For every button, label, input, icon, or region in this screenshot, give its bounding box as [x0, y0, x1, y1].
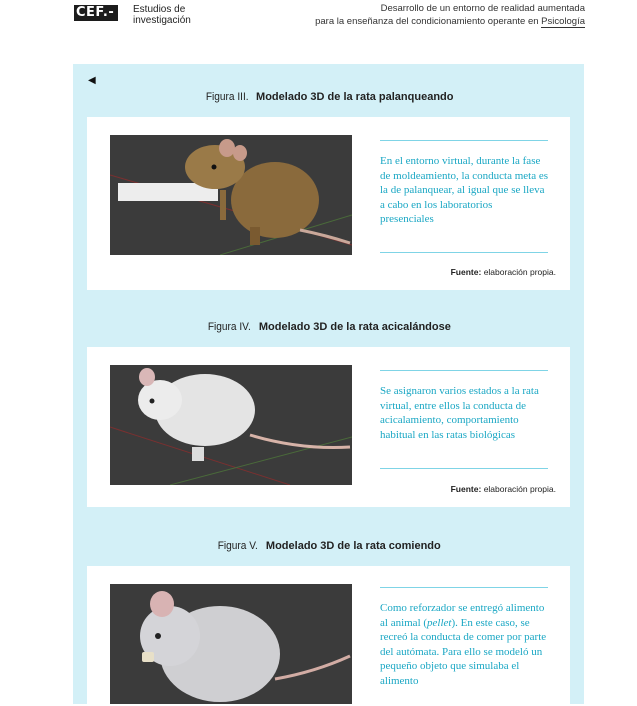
figure-3-card [87, 117, 570, 290]
cef-logo: CEF.- [74, 5, 118, 21]
figure-5-description-part-1: Como reforzador se entregó alimento al animal ( [380, 602, 545, 629]
figure-4-number: Figura IV. [208, 321, 251, 333]
figure-4-description: Se asignaron varios estados a la rata virtual, entre ellos la conducta de acicalamiento, comportamiento habitual en las ratas biológicas [380, 370, 548, 442]
journal-section-label [133, 4, 191, 26]
article-title-line-2-suffix: Psicología [541, 16, 585, 27]
figure-3-render-image [110, 135, 352, 255]
figure-3-description: En el entorno virtual, durante la fase de moldeamiento, la conducta meta es la de palanquear, al igual que se lleva a cabo en los laboratorios presenciales [380, 140, 548, 227]
figure-3-source-text: elaboración propia. [483, 267, 556, 277]
figure-4-source [451, 484, 556, 494]
figure-4-caption [73, 321, 584, 333]
article-title-line-2-prefix: para la enseñanza del condicionamiento operante en [315, 16, 542, 27]
figure-4-title: Modelado 3D de la rata acicalándose [258, 321, 451, 333]
figure-5-title: Modelado 3D de la rata comiendo [265, 540, 441, 552]
figure-3-source [451, 267, 556, 277]
figure-3-number: Figura III. [205, 91, 249, 103]
figure-4-source-text: elaboración propia. [483, 484, 556, 494]
figure-4-divider [380, 468, 548, 469]
back-arrow-icon[interactable]: ◀ [88, 75, 96, 86]
figure-4-card [87, 347, 570, 507]
figure-5-description [380, 587, 548, 688]
figure-3-title: Modelado 3D de la rata palanqueando [256, 91, 454, 103]
article-title-line-1: Desarrollo de un entorno de realidad aumentada [380, 3, 585, 14]
figure-5-description-italic: pellet [427, 616, 452, 629]
figure-5-card [87, 566, 570, 706]
figure-4-source-label: Fuente: [450, 484, 482, 494]
article-title [315, 2, 585, 28]
journal-line-2: investigación [133, 15, 191, 26]
figure-5-render-image [110, 584, 352, 704]
figure-5-number: Figura V. [217, 540, 259, 552]
figure-3-source-label: Fuente: [450, 267, 482, 277]
figure-5-description-part-2: ). En este caso, se recreó la conducta de comer por parte del autómata. Para ello se modeló un pequeño objeto que simulaba el alimento [380, 616, 547, 687]
figure-5-caption [73, 540, 584, 552]
figure-4-render-image [110, 365, 352, 485]
figure-3-divider [380, 252, 548, 253]
figure-3-caption [73, 91, 584, 103]
article-title-line-2 [315, 15, 585, 28]
journal-line-1: Estudios de [133, 4, 186, 15]
